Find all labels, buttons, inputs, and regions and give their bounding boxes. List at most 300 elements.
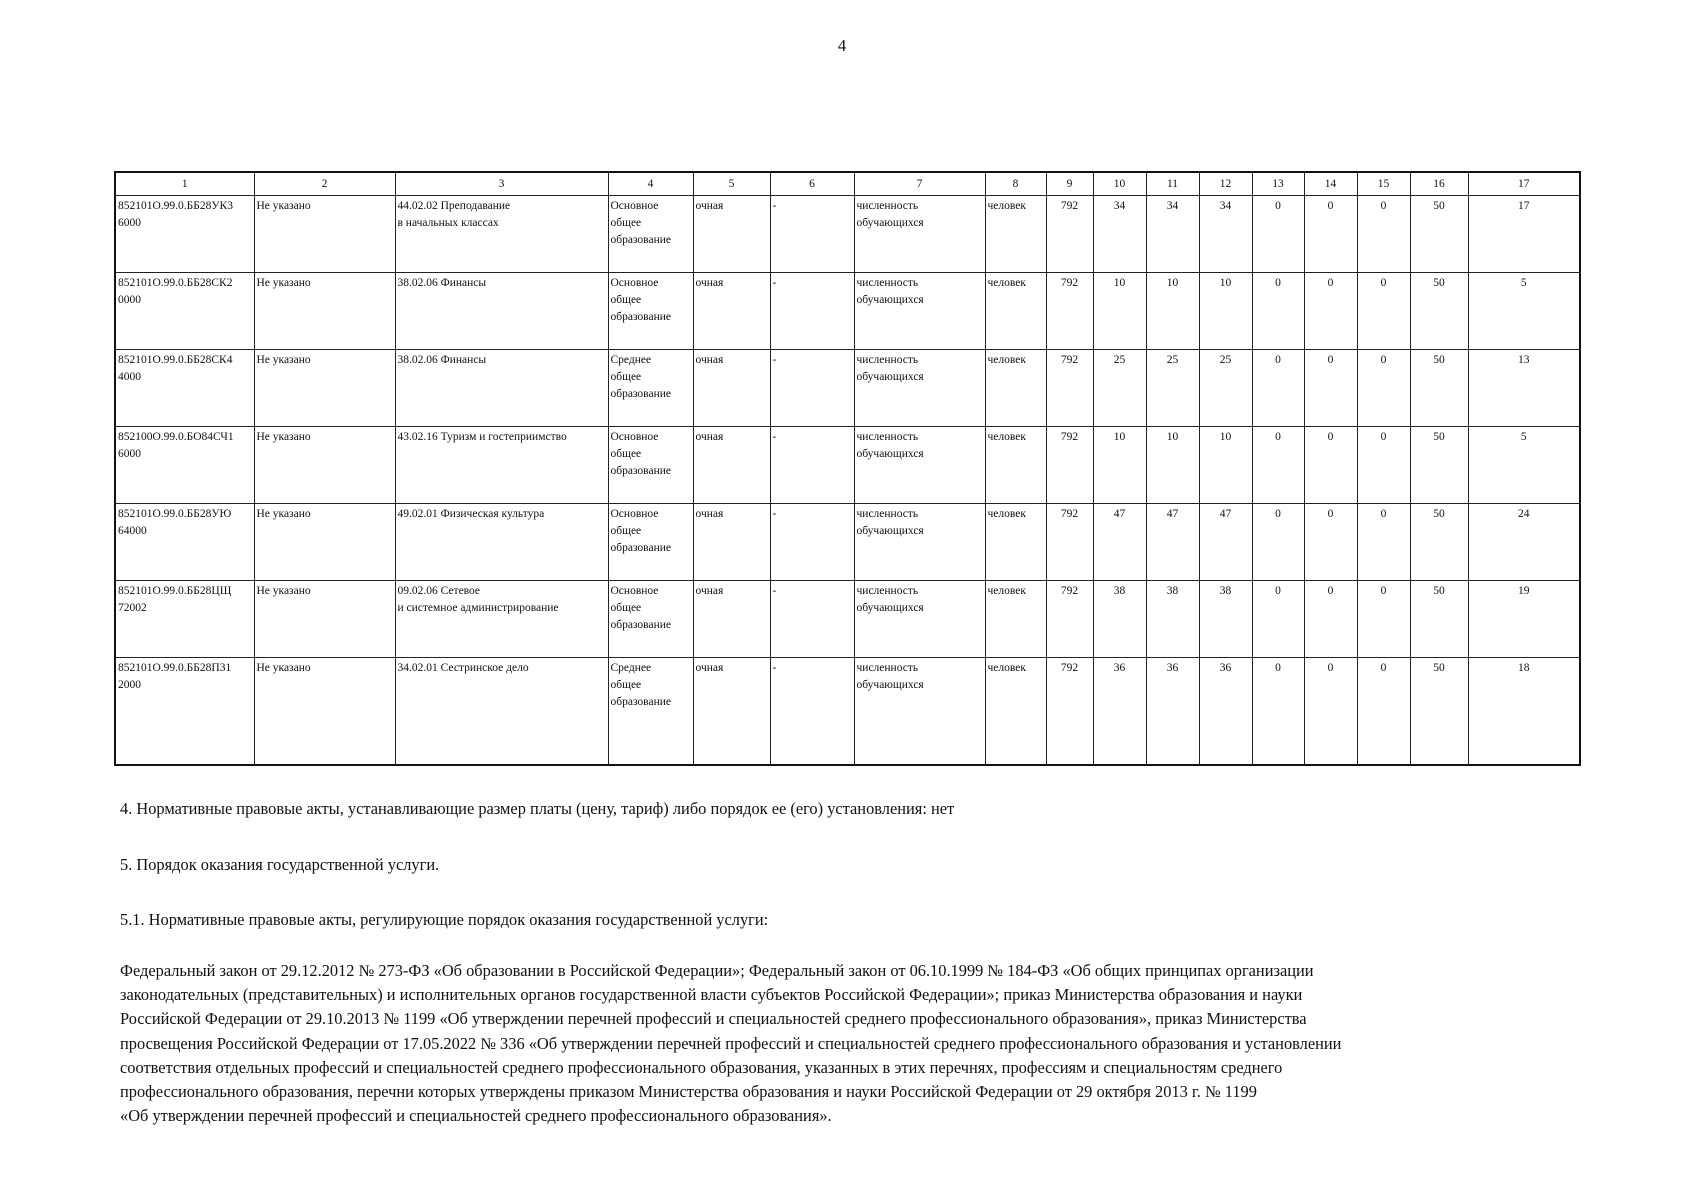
condition-cell: [770, 581, 854, 658]
cell-text: численность: [856, 431, 919, 443]
specialty-cell: [395, 504, 608, 581]
okei-code-cell: [1046, 196, 1093, 273]
fee-cell: [1304, 581, 1357, 658]
column-header-5: 5: [693, 172, 770, 196]
value-cell: [1146, 504, 1199, 581]
value-cell: [1146, 196, 1199, 273]
unit-name-cell: [985, 658, 1046, 765]
table-row: [115, 273, 1580, 350]
fee-cell: [1252, 658, 1304, 765]
cell-text: 38.02.06 Финансы: [397, 354, 487, 366]
study-form-cell: [693, 427, 770, 504]
okei-code-cell: [1046, 504, 1093, 581]
cell-text: 0: [1380, 277, 1387, 289]
deviation-absolute-cell: [1468, 273, 1580, 350]
cell-text: 5: [1520, 277, 1527, 289]
fee-cell: [1357, 350, 1410, 427]
cell-text: Основное: [610, 585, 659, 597]
content-cell: [254, 350, 395, 427]
content-cell: [254, 273, 395, 350]
cell-text: в начальных классах: [397, 217, 499, 229]
section-4-paragraph: 4. Нормативные правовые акты, устанавливающие размер платы (цену, тариф) либо порядок ее (его) установления: нет: [120, 799, 955, 818]
condition-cell: [770, 196, 854, 273]
column-header-14: 14: [1304, 172, 1357, 196]
cell-text: очная: [695, 585, 724, 597]
cell-text: Среднее: [610, 354, 652, 366]
cell-text: 792: [1060, 585, 1079, 597]
fee-cell: [1304, 350, 1357, 427]
cell-text: общее: [610, 294, 642, 306]
cell-text: образование: [610, 619, 671, 631]
cell-text: 0: [1275, 200, 1281, 212]
cell-text: человек: [987, 508, 1026, 520]
cell-text: 09.02.06 Сетевое: [397, 585, 481, 597]
fee-cell: [1357, 196, 1410, 273]
specialty-cell: [395, 581, 608, 658]
column-header-13: 13: [1252, 172, 1304, 196]
education-level-cell: [608, 350, 693, 427]
deviation-percent-cell: [1410, 504, 1468, 581]
cell-text: 17: [1518, 200, 1530, 212]
column-header-1: 1: [115, 172, 254, 196]
deviation-absolute-cell: [1468, 196, 1580, 273]
column-header-17: 17: [1468, 172, 1580, 196]
cell-text: общее: [610, 217, 642, 229]
study-form-cell: [693, 273, 770, 350]
condition-cell: [770, 273, 854, 350]
table-row: [115, 504, 1580, 581]
cell-text: образование: [610, 465, 671, 477]
fee-cell: [1357, 504, 1410, 581]
cell-text: 50: [1433, 662, 1445, 674]
value-cell: [1146, 273, 1199, 350]
cell-text: обучающихся: [856, 448, 924, 460]
cell-text: общее: [610, 602, 642, 614]
cell-text: образование: [610, 388, 671, 400]
cell-text: 10: [1219, 277, 1232, 289]
cell-text: 34: [1113, 200, 1126, 212]
unit-name-cell: [985, 350, 1046, 427]
cell-text: 64000: [118, 525, 147, 537]
registry-code-cell: [115, 196, 254, 273]
table-row: [115, 658, 1580, 765]
cell-text: Не указано: [256, 200, 311, 212]
table-row: [115, 196, 1580, 273]
cell-text: 0: [1380, 662, 1387, 674]
fee-cell: [1304, 273, 1357, 350]
indicator-name-cell: [854, 658, 985, 765]
cell-text: 852101О.99.0.ББ28СК4: [118, 354, 233, 366]
value-cell: [1093, 504, 1146, 581]
cell-text: -: [772, 431, 777, 443]
cell-text: Не указано: [256, 354, 311, 366]
cell-text: Не указано: [256, 662, 311, 674]
table-body: [115, 196, 1580, 765]
cell-text: 0: [1327, 354, 1334, 366]
okei-code-cell: [1046, 273, 1093, 350]
deviation-absolute-cell: [1468, 350, 1580, 427]
cell-text: 25: [1166, 354, 1179, 366]
cell-text: очная: [695, 508, 724, 520]
cell-text: 10: [1113, 431, 1126, 443]
cell-text: 50: [1433, 431, 1445, 443]
cell-text: 36: [1113, 662, 1126, 674]
cell-text: 49.02.01 Физическая культура: [397, 508, 545, 520]
study-form-cell: [693, 350, 770, 427]
value-cell: [1146, 658, 1199, 765]
specialty-cell: [395, 427, 608, 504]
value-cell: [1146, 350, 1199, 427]
cell-text: 0: [1327, 277, 1334, 289]
cell-text: общее: [610, 679, 642, 691]
cell-text: 24: [1518, 508, 1530, 520]
fee-cell: [1252, 504, 1304, 581]
cell-text: 50: [1433, 277, 1445, 289]
specialty-cell: [395, 196, 608, 273]
cell-text: и системное администрирование: [397, 602, 559, 614]
cell-text: очная: [695, 200, 724, 212]
cell-text: 0: [1380, 431, 1387, 443]
cell-text: обучающихся: [856, 525, 924, 537]
section-5-heading: 5. Порядок оказания государственной услуги.: [120, 855, 440, 874]
cell-text: человек: [987, 277, 1026, 289]
table-row: [115, 581, 1580, 658]
value-cell: [1199, 427, 1252, 504]
value-cell: [1199, 658, 1252, 765]
cell-text: 0: [1327, 662, 1334, 674]
deviation-absolute-cell: [1468, 658, 1580, 765]
legal-text-line: Российской Федерации от 29.10.2013 № 1199 «Об утверждении перечней профессий и специальностей среднего профессионального образования», приказ Министерства: [120, 1009, 1307, 1029]
cell-text: 792: [1060, 508, 1079, 520]
cell-text: 0: [1380, 200, 1387, 212]
education-level-cell: [608, 504, 693, 581]
section-5-1-heading: 5.1. Нормативные правовые акты, регулирующие порядок оказания государственной услуги:: [120, 910, 769, 929]
fee-cell: [1357, 581, 1410, 658]
cell-text: 38: [1166, 585, 1179, 597]
cell-text: 0: [1275, 508, 1281, 520]
okei-code-cell: [1046, 581, 1093, 658]
column-header-3: 3: [395, 172, 608, 196]
cell-text: 10: [1166, 277, 1179, 289]
indicator-name-cell: [854, 350, 985, 427]
column-header-10: 10: [1093, 172, 1146, 196]
column-header-4: 4: [608, 172, 693, 196]
cell-text: обучающихся: [856, 371, 924, 383]
cell-text: 50: [1433, 354, 1445, 366]
deviation-percent-cell: [1410, 350, 1468, 427]
cell-text: Среднее: [610, 662, 652, 674]
cell-text: образование: [610, 542, 671, 554]
cell-text: 18: [1518, 662, 1530, 674]
cell-text: 792: [1060, 431, 1079, 443]
cell-text: -: [772, 354, 777, 366]
column-header-2: 2: [254, 172, 395, 196]
cell-text: Не указано: [256, 585, 311, 597]
cell-text: -: [772, 508, 777, 520]
value-cell: [1199, 581, 1252, 658]
study-form-cell: [693, 504, 770, 581]
okei-code-cell: [1046, 427, 1093, 504]
cell-text: 25: [1219, 354, 1232, 366]
value-cell: [1146, 427, 1199, 504]
value-cell: [1199, 350, 1252, 427]
cell-text: обучающихся: [856, 679, 924, 691]
cell-text: общее: [610, 448, 642, 460]
cell-text: 852100О.99.0.БО84СЧ1: [118, 431, 234, 443]
value-cell: [1199, 273, 1252, 350]
cell-text: 852101О.99.0.ББ28СК2: [118, 277, 233, 289]
page-number: 4: [837, 36, 847, 55]
fee-cell: [1304, 504, 1357, 581]
cell-text: человек: [987, 431, 1026, 443]
column-header-9: 9: [1046, 172, 1093, 196]
registry-code-cell: [115, 273, 254, 350]
legal-text-line: профессионального образования, перечни которых утверждены приказом Министерства образования и науки Российской Федерации от 29 октября 2013 г. № 1199: [120, 1082, 1257, 1102]
cell-text: обучающихся: [856, 217, 924, 229]
deviation-percent-cell: [1410, 273, 1468, 350]
cell-text: численность: [856, 277, 919, 289]
cell-text: очная: [695, 277, 724, 289]
cell-text: 47: [1113, 508, 1126, 520]
cell-text: 19: [1518, 585, 1530, 597]
column-header-7: 7: [854, 172, 985, 196]
service-indicators-table: [114, 171, 1581, 766]
deviation-percent-cell: [1410, 581, 1468, 658]
cell-text: 10: [1166, 431, 1179, 443]
cell-text: численность: [856, 662, 919, 674]
cell-text: 34: [1219, 200, 1232, 212]
fee-cell: [1252, 196, 1304, 273]
cell-text: 852101О.99.0.ББ28УЮ: [118, 508, 232, 520]
registry-code-cell: [115, 350, 254, 427]
cell-text: 852101О.99.0.ББ28ЦЩ: [118, 585, 232, 597]
cell-text: 0: [1327, 200, 1334, 212]
table-row: [115, 350, 1580, 427]
education-level-cell: [608, 273, 693, 350]
content-cell: [254, 658, 395, 765]
education-level-cell: [608, 581, 693, 658]
cell-text: Не указано: [256, 431, 311, 443]
cell-text: человек: [987, 200, 1026, 212]
cell-text: 0: [1275, 277, 1281, 289]
value-cell: [1093, 658, 1146, 765]
cell-text: 852101О.99.0.ББ28П31: [118, 662, 232, 674]
cell-text: человек: [987, 354, 1026, 366]
fee-cell: [1252, 581, 1304, 658]
legal-acts-paragraph: [120, 959, 1560, 1128]
okei-code-cell: [1046, 658, 1093, 765]
condition-cell: [770, 350, 854, 427]
deviation-absolute-cell: [1468, 504, 1580, 581]
value-cell: [1093, 273, 1146, 350]
cell-text: 43.02.16 Туризм и гостеприимство: [397, 431, 567, 443]
cell-text: Основное: [610, 277, 659, 289]
education-level-cell: [608, 427, 693, 504]
cell-text: Основное: [610, 431, 659, 443]
specialty-cell: [395, 658, 608, 765]
cell-text: 0: [1275, 431, 1281, 443]
fee-cell: [1304, 196, 1357, 273]
cell-text: 0: [1327, 585, 1334, 597]
column-header-6: 6: [770, 172, 854, 196]
cell-text: 6000: [118, 217, 141, 229]
cell-text: 34.02.01 Сестринское дело: [397, 662, 529, 674]
cell-text: 0000: [118, 294, 141, 306]
cell-text: -: [772, 585, 777, 597]
indicator-name-cell: [854, 504, 985, 581]
cell-text: 50: [1433, 200, 1445, 212]
cell-text: численность: [856, 354, 919, 366]
cell-text: обучающихся: [856, 602, 924, 614]
fee-cell: [1304, 427, 1357, 504]
fee-cell: [1357, 273, 1410, 350]
value-cell: [1199, 196, 1252, 273]
condition-cell: [770, 427, 854, 504]
column-header-15: 15: [1357, 172, 1410, 196]
fee-cell: [1252, 350, 1304, 427]
cell-text: 50: [1433, 508, 1445, 520]
registry-code-cell: [115, 658, 254, 765]
registry-code-cell: [115, 504, 254, 581]
indicator-name-cell: [854, 196, 985, 273]
fee-cell: [1357, 427, 1410, 504]
column-header-8: 8: [985, 172, 1046, 196]
unit-name-cell: [985, 504, 1046, 581]
condition-cell: [770, 504, 854, 581]
cell-text: 2000: [118, 679, 141, 691]
value-cell: [1093, 581, 1146, 658]
cell-text: очная: [695, 354, 724, 366]
fee-cell: [1252, 273, 1304, 350]
cell-text: образование: [610, 696, 671, 708]
cell-text: 0: [1275, 662, 1281, 674]
deviation-absolute-cell: [1468, 581, 1580, 658]
registry-code-cell: [115, 427, 254, 504]
value-cell: [1199, 504, 1252, 581]
cell-text: 5: [1520, 431, 1527, 443]
cell-text: -: [772, 200, 777, 212]
condition-cell: [770, 658, 854, 765]
cell-text: численность: [856, 508, 919, 520]
cell-text: человек: [987, 662, 1026, 674]
cell-text: 34: [1166, 200, 1179, 212]
fee-cell: [1357, 658, 1410, 765]
cell-text: 4000: [118, 371, 141, 383]
cell-text: Основное: [610, 508, 659, 520]
fee-cell: [1304, 658, 1357, 765]
cell-text: очная: [695, 662, 724, 674]
value-cell: [1146, 581, 1199, 658]
cell-text: 36: [1166, 662, 1179, 674]
cell-text: 0: [1380, 354, 1387, 366]
cell-text: 792: [1060, 277, 1079, 289]
content-cell: [254, 581, 395, 658]
unit-name-cell: [985, 273, 1046, 350]
education-level-cell: [608, 196, 693, 273]
cell-text: 47: [1166, 508, 1179, 520]
study-form-cell: [693, 196, 770, 273]
legal-text-line: просвещения Российской Федерации от 17.05.2022 № 336 «Об утверждении перечней профессий и специальностей среднего профессионального образования и установлении: [120, 1033, 1342, 1053]
cell-text: обучающихся: [856, 294, 924, 306]
column-header-11: 11: [1146, 172, 1199, 196]
cell-text: 852101О.99.0.ББ28УК3: [118, 200, 233, 212]
content-cell: [254, 196, 395, 273]
registry-code-cell: [115, 581, 254, 658]
cell-text: -: [772, 662, 777, 674]
table-row: [115, 427, 1580, 504]
cell-text: 0: [1327, 508, 1334, 520]
cell-text: очная: [695, 431, 724, 443]
education-level-cell: [608, 658, 693, 765]
content-cell: [254, 504, 395, 581]
table-header: [115, 172, 1580, 196]
cell-text: 0: [1275, 354, 1281, 366]
cell-text: 0: [1380, 585, 1387, 597]
cell-text: 25: [1113, 354, 1126, 366]
specialty-cell: [395, 273, 608, 350]
value-cell: [1093, 427, 1146, 504]
deviation-percent-cell: [1410, 196, 1468, 273]
cell-text: 47: [1219, 508, 1232, 520]
cell-text: 72002: [118, 602, 147, 614]
value-cell: [1093, 350, 1146, 427]
cell-text: образование: [610, 234, 671, 246]
cell-text: численность: [856, 200, 919, 212]
cell-text: Не указано: [256, 508, 311, 520]
cell-text: образование: [610, 311, 671, 323]
cell-text: Основное: [610, 200, 659, 212]
indicator-name-cell: [854, 427, 985, 504]
cell-text: 36: [1219, 662, 1232, 674]
cell-text: 38: [1219, 585, 1232, 597]
content-cell: [254, 427, 395, 504]
unit-name-cell: [985, 581, 1046, 658]
okei-code-cell: [1046, 350, 1093, 427]
cell-text: человек: [987, 585, 1026, 597]
cell-text: 10: [1113, 277, 1126, 289]
cell-text: 44.02.02 Преподавание: [397, 200, 511, 212]
column-header-16: 16: [1410, 172, 1468, 196]
cell-text: 792: [1060, 200, 1079, 212]
indicator-name-cell: [854, 581, 985, 658]
unit-name-cell: [985, 427, 1046, 504]
cell-text: 0: [1380, 508, 1387, 520]
value-cell: [1093, 196, 1146, 273]
legal-text-line: Федеральный закон от 29.12.2012 № 273-ФЗ «Об образовании в Российской Федерации»; Федеральный закон от 06.10.1999 № 184-ФЗ «Об общих принципах организации: [120, 961, 1314, 980]
cell-text: 50: [1433, 585, 1445, 597]
cell-text: общее: [610, 525, 642, 537]
column-header-12: 12: [1199, 172, 1252, 196]
cell-text: 13: [1518, 354, 1530, 366]
cell-text: 0: [1327, 431, 1334, 443]
legal-text-line: соответствия отдельных профессий и специальностей среднего профессионального образования, указанных в этих перечнях, профессиям и специальностям среднего: [120, 1057, 1283, 1077]
study-form-cell: [693, 581, 770, 658]
legal-text-line: законодательных (представительных) и исполнительных органов государственной власти субъектов Российской Федерации»; приказ Министерства образования и науки: [120, 985, 1303, 1005]
cell-text: общее: [610, 371, 642, 383]
fee-cell: [1252, 427, 1304, 504]
deviation-percent-cell: [1410, 427, 1468, 504]
cell-text: 792: [1060, 354, 1079, 366]
indicator-name-cell: [854, 273, 985, 350]
specialty-cell: [395, 350, 608, 427]
legal-text-line: «Об утверждении перечней профессий и специальностей среднего профессионального образования».: [120, 1106, 832, 1126]
cell-text: 38: [1113, 585, 1126, 597]
cell-text: Не указано: [256, 277, 311, 289]
cell-text: 38.02.06 Финансы: [397, 277, 487, 289]
header-row: [115, 172, 1580, 196]
cell-text: численность: [856, 585, 919, 597]
unit-name-cell: [985, 196, 1046, 273]
